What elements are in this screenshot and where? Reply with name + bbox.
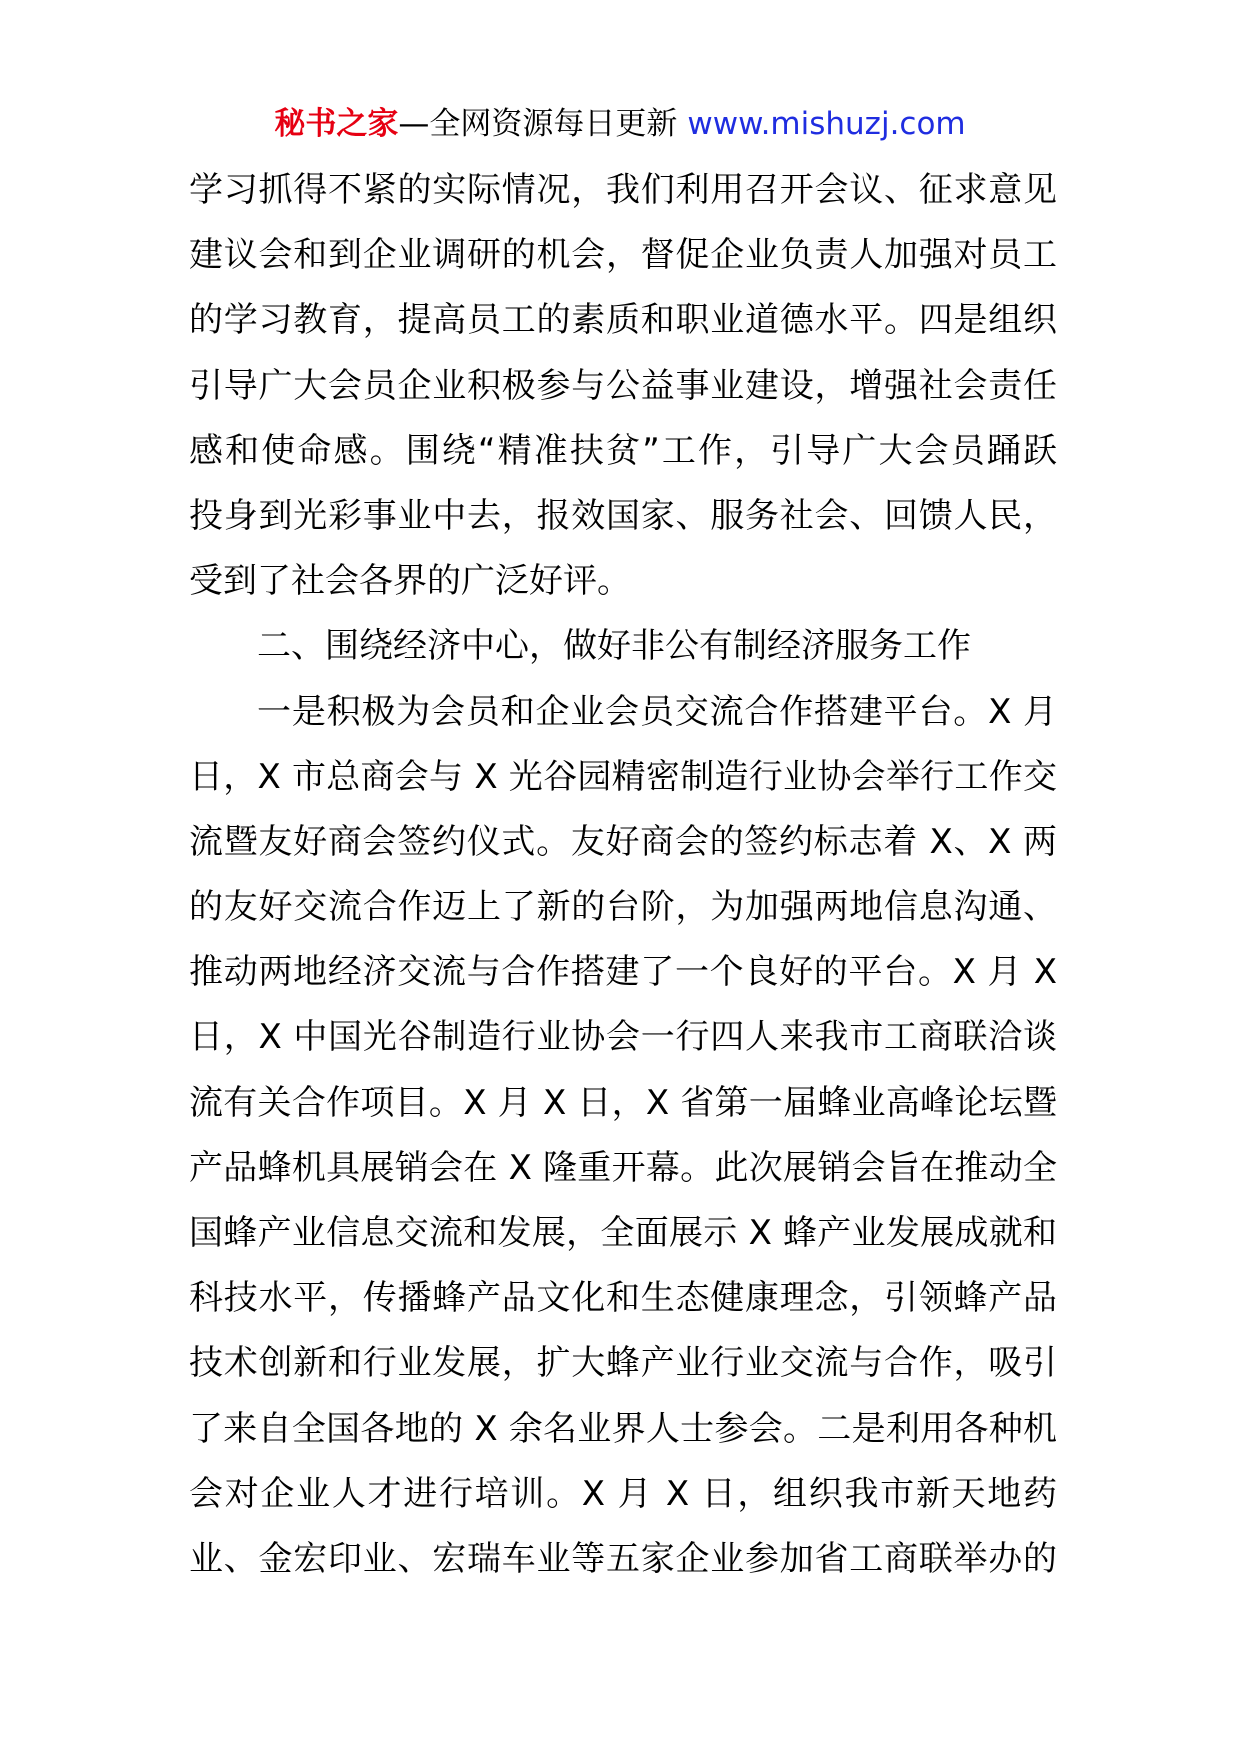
body-line: 推动两地经济交流与合作搭建了一个良好的平台。X 月 X <box>189 952 1057 993</box>
body-line: 日，X 中国光谷制造行业协会一行四人来我市工商联洽谈 <box>189 1017 1057 1058</box>
body-line: 引导广大会员企业积极参与公益事业建设，增强社会责任 <box>189 365 1057 406</box>
paragraph <box>189 680 1057 1593</box>
body-line: 建议会和到企业调研的机会，督促企业负责人加强对员工 <box>189 235 1057 276</box>
body-line: 了来自全国各地的 X 余名业界人士参会。二是利用各种机 <box>189 1408 1057 1449</box>
body-line: 流暨友好商会签约仪式。友好商会的签约标志着 X、X 两 <box>189 821 1057 862</box>
body-line: 受到了社会各界的广泛好评。 <box>189 561 631 602</box>
body-line: 会对企业人才进行培训。X 月 X 日，组织我市新天地药 <box>189 1473 1057 1514</box>
body-line: 国蜂产业信息交流和发展，全面展示 X 蜂产业发展成就和 <box>189 1213 1057 1253</box>
body-line: 业、金宏印业、宏瑞车业等五家企业参加省工商联举办的 <box>189 1538 1057 1579</box>
paragraph-continuation <box>189 158 1057 614</box>
section-heading <box>189 614 1057 679</box>
section-heading-text: 二、围绕经济中心，做好非公有制经济服务工作 <box>257 626 971 667</box>
body-line: 日，X 市总商会与 X 光谷园精密制造行业协会举行工作交 <box>189 756 1057 797</box>
site-url: www.mishuzj.com <box>687 106 966 142</box>
body-line: 技术创新和行业发展，扩大蜂产业行业交流与合作，吸引 <box>189 1343 1057 1384</box>
document-body <box>189 158 1057 1592</box>
body-line: 投身到光彩事业中去，报效国家、服务社会、回馈人民， <box>189 495 1057 536</box>
body-line: 学习抓得不紧的实际情况，我们利用召开会议、征求意见 <box>189 170 1057 210</box>
brand-name: 秘书之家 <box>274 106 399 142</box>
body-line: 一是积极为会员和企业会员交流合作搭建平台。X 月 <box>257 691 1057 732</box>
body-line: 的学习教育，提高员工的素质和职业道德水平。四是组织 <box>189 300 1057 341</box>
banner-tagline: —全网资源每日更新 <box>398 106 678 142</box>
body-line: 感和使命感。围绕“精准扶贫”工作，引导广大会员踊跃 <box>189 430 1057 471</box>
body-line: 科技水平，传播蜂产品文化和生态健康理念，引领蜂产品 <box>189 1278 1057 1319</box>
body-line: 的友好交流合作迈上了新的台阶，为加强两地信息沟通、 <box>189 887 1057 928</box>
body-line: 流有关合作项目。X 月 X 日，X 省第一届蜂业高峰论坛暨 <box>189 1082 1057 1123</box>
site-banner <box>0 100 1240 148</box>
body-line: 产品蜂机具展销会在 X 隆重开幕。此次展销会旨在推动全 <box>189 1147 1057 1188</box>
